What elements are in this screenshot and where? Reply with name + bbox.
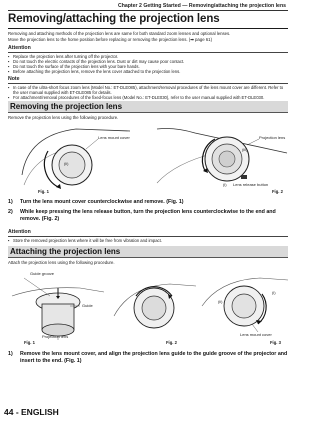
note-divider [8,83,288,84]
callout-lens-mount-cover: Lens mount cover [240,332,272,337]
header-divider [8,10,288,11]
step-number: 1) [8,351,13,357]
attaching-intro: Attach the projection lens using the following procedure. [8,260,115,265]
attaching-figure-3 [200,266,290,346]
attention-divider [8,52,288,53]
page-title: Removing/attaching the projection lens [8,13,220,25]
section-removing-header [8,101,288,113]
callout-i: (i) [223,182,227,187]
step-text: Remove the lens mount cover, and align the projection lens guide to the guide groove of the projector and insert to the end. (Fig. 1) [20,351,288,364]
note-item: ▪ For attachment/removal procedures of the fixed-focus lens (Model No.: ET-DLE030), refer to the user manual supplied with ET-DLE030. [8,95,290,100]
attention-list [8,54,290,74]
callout-lens-release-button: Lens release button [233,182,269,187]
step-number: 2) [8,209,13,215]
note-item: ▪ In case of the ultra-short focus zoom lens (Model No.: ET-DLE085), attachment/removal procedures of the lens mount cover are different. Refer to the user manual supplied with ET-DLE085 for details. [8,85,290,95]
figure-label: Fig. 2 [272,189,283,194]
attention-divider-2 [8,236,288,237]
note-list [8,85,290,100]
callout-ii: (ii) [64,161,69,166]
section-removing-title: Removing the projection lens [10,102,123,111]
note-heading: Note [8,76,20,82]
removing-intro: Remove the projection lens using the following procedure. [8,115,119,120]
intro-line-2: Move the projection lens to the home position before replacing or removing the projection lens. (➡ page 61) [8,37,212,42]
attaching-figure-2 [110,266,198,346]
figure-label: Fig. 1 [24,340,35,345]
figure-label: Fig. 3 [270,340,281,345]
attention-heading-2: Attention [8,229,31,235]
attaching-step-1 [8,351,290,365]
attention-item: ▪ Before attaching the projection lens, remove the lens cover attached to the projection lens. [8,69,290,74]
lens-mount-cover-illustration [18,123,138,195]
attention-item: ▪ Do not touch the surface of the projection lens with your bare hands. [8,64,290,69]
step-text: While keep pressing the lens release button, turn the projection lens counterclockwise to the end and remove. (Fig. 2) [20,209,276,222]
title-divider [8,28,288,29]
section-attaching-header [8,246,288,258]
removing-step-2 [8,209,290,223]
attention-item: ▪ Store the removed projection lens where it will be free from vibration and impact. [8,238,290,243]
lens-insert-illustration [110,266,198,346]
removing-figure-1 [18,123,138,195]
removing-step-1 [8,199,290,206]
callout-projection-lens: Projection lens [42,334,69,339]
attaching-figure-1 [10,266,106,346]
callout-lens-mount-cover: Lens mount cover [98,135,130,140]
chapter-header: Chapter 2 Getting Started — Removing/attaching the projection lens [117,3,286,9]
callout-guide: Guide [82,303,93,308]
section-attaching-title: Attaching the projection lens [10,247,121,256]
callout-iii: (iii) [242,147,248,152]
attention-item: ▪ Replace the projection lens after turning off the projector. [8,54,290,59]
attention-heading: Attention [8,45,31,51]
figure-label: Fig. 2 [166,340,177,345]
step-number: 1) [8,199,13,205]
callout-i: (i) [272,290,276,295]
attention-list-2 [8,238,290,243]
step-text: Turn the lens mount cover counterclockwise and remove. (Fig. 1) [20,199,184,205]
callout-projection-lens: Projection lens [259,135,286,140]
removing-figure-2 [155,123,290,195]
figure-label: Fig. 1 [38,189,49,194]
intro-line-1: Removing and attaching methods of the projection lens are same for both standard zoom lenses and optional lenses. [8,31,231,36]
attention-item: ▪ Do not touch the electric contacts of the projection lens. Dust or dirt may cause poor contact. [8,59,290,64]
callout-ii: (ii) [218,299,223,304]
page-footer: 44 - ENGLISH [4,407,59,417]
callout-guide-groove: Guide groove [30,271,55,276]
